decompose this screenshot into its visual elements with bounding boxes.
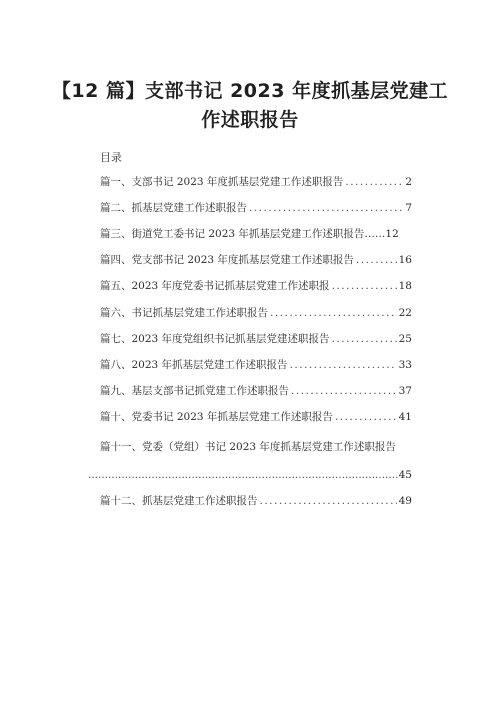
toc-dot-leader (290, 358, 397, 372)
toc-entry-page: 2 (405, 176, 412, 188)
toc-entry-label: 篇十、党委书记 2023 年抓基层党建工作述职报告 (100, 411, 333, 423)
toc-entry[interactable] (100, 227, 412, 241)
toc-entry-page: 33 (398, 359, 412, 371)
toc-entry[interactable] (100, 306, 412, 320)
toc-entry-label: 篇四、党支部书记 2023 年度抓基层党建工作述职报告 (100, 254, 354, 266)
toc-dot-leader (356, 253, 397, 267)
toc-entry[interactable] (100, 201, 412, 215)
toc-entry-label: 篇三、街道党工委书记 2023 年抓基层党建工作述职报告……12 (100, 228, 399, 240)
toc-entry-page: 16 (398, 254, 412, 266)
toc-entry[interactable] (100, 253, 412, 267)
toc-dot-leader (260, 494, 397, 508)
toc-entry-label: 篇一、支部书记 2023 年度抓基层党建工作述职报告 (100, 176, 344, 188)
toc-entry[interactable] (100, 279, 412, 293)
toc-entry-label: 篇二、抓基层党建工作述职报告 (100, 202, 247, 214)
toc-entry[interactable] (100, 358, 412, 372)
toc-entry-label: 篇十一、党委（党组）书记 2023 年度抓基层党建工作述职报告 (100, 441, 396, 453)
toc-entry-label: 篇九、基层支部书记抓党建工作述职报告 (100, 385, 289, 397)
toc-entry-page: 45 (398, 469, 412, 481)
toc-entry-label: 篇八、2023 年抓基层党建工作述职报告 (100, 359, 288, 371)
toc-entry-page: 25 (398, 333, 412, 345)
toc-entry-page: 22 (398, 307, 412, 319)
toc-dot-leader (88, 468, 399, 482)
toc-entry[interactable] (100, 384, 412, 398)
toc-dot-leader (345, 175, 403, 189)
toc-dot-leader (332, 279, 397, 293)
toc-entry-continuation[interactable] (88, 468, 412, 482)
toc-dot-leader (249, 201, 403, 215)
toc-entry[interactable] (100, 440, 412, 454)
toc-dot-leader (335, 410, 397, 424)
toc-entry-page: 37 (398, 385, 412, 397)
toc-entry-page: 49 (398, 495, 412, 507)
toc-entry-label: 篇五、2023 年度党委书记抓基层党建工作述职报 (100, 280, 330, 292)
toc-entry[interactable] (100, 410, 412, 424)
toc-entry[interactable] (100, 175, 412, 189)
document-title-line-2: 作述职报告 (201, 109, 299, 131)
toc-entry[interactable] (100, 332, 412, 346)
toc-dot-leader (270, 306, 397, 320)
toc-heading: 目录 (100, 151, 122, 164)
toc-entry[interactable] (100, 494, 412, 508)
toc-entry-page: 18 (398, 280, 412, 292)
toc-entry-label: 篇七、2023 年度党组织书记抓基层党建述职报告 (100, 333, 330, 345)
toc-dot-leader (291, 384, 397, 398)
toc-entry-page: 41 (398, 411, 412, 423)
toc-entry-label: 篇六、书记抓基层党建工作述职报告 (100, 307, 268, 319)
document-title-line-1: 【12 篇】支部书记 2023 年度抓基层党建工 (51, 80, 449, 102)
toc-entry-label: 篇十二、抓基层党建工作述职报告 (100, 495, 258, 507)
toc-dot-leader (332, 332, 397, 346)
toc-entry-page: 7 (405, 202, 412, 214)
